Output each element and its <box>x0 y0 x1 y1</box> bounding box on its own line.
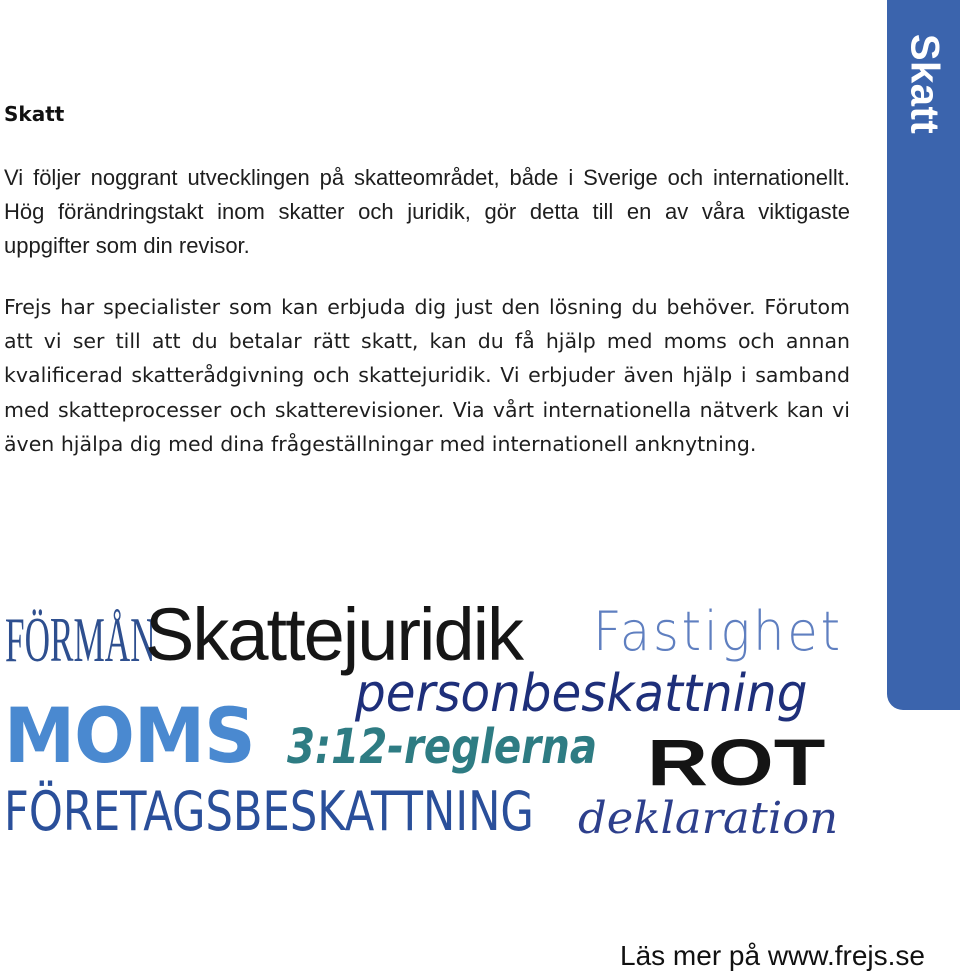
word-skattejuridik: Skattejuridik <box>145 593 523 676</box>
side-tab-label: Skatt <box>902 33 946 135</box>
word-forman: FÖRMÅN <box>5 604 156 675</box>
word-rot: ROT <box>647 725 826 799</box>
word-moms: MOMS <box>4 691 255 780</box>
word-312-reglerna: 3:12-reglerna <box>287 719 598 775</box>
word-deklaration: deklaration <box>578 793 839 844</box>
intro-paragraph: Vi följer noggrant utvecklingen på skatteområdet, både i Sverige och internationellt. Hög förändringstakt inom skatter och juridik, gör detta till en av våra viktigaste uppgifter som din revisor. <box>4 165 850 259</box>
side-tab <box>887 0 960 710</box>
word-personbeskattning: personbeskattning <box>355 664 808 724</box>
word-fastighet: Fastighet <box>593 600 843 663</box>
word-foretagsbeskattning: FÖRETAGSBESKATTNING <box>4 780 534 843</box>
services-paragraph: Frejs har specialister som kan erbjuda dig just den lösning du behöver. Förutom att vi ser till att du betalar rätt skatt, kan du få hjälp med moms och annan kvalificerad skatterådgivning och skattejuridik. Vi erbjuder även hjälp i samband med skatteprocesser och skatterevisioner. Via vårt internationella nätverk kan vi även hjälpa dig med dina frågeställningar med internationell anknytning. <box>4 295 850 456</box>
section-heading: Skatt <box>4 102 65 126</box>
website-link[interactable]: Läs mer på www.frejs.se <box>620 940 925 971</box>
